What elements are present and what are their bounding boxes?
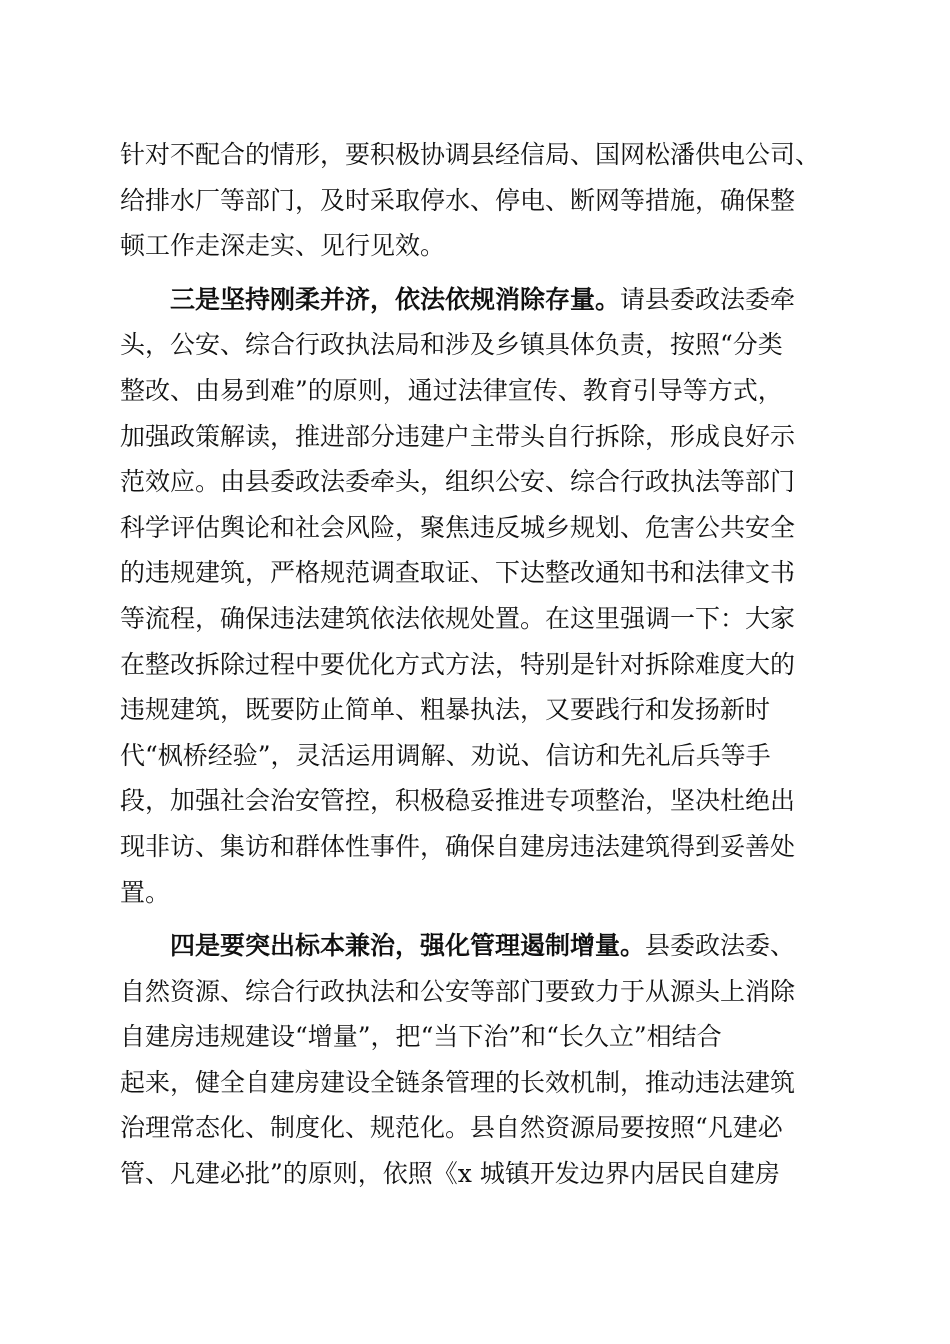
text-line: 现非访、集访和群体性事件，确保自建房违法建筑得到妥善处 (120, 831, 796, 861)
text-line: 范效应。由县委政法委牵头，组织公安、综合行政执法等部门 (120, 467, 796, 497)
text-line: 置。 (120, 877, 171, 907)
text-line: 的违规建筑，严格规范调查取证、下达整改通知书和法律文书 (120, 558, 796, 588)
paragraph-first-line (120, 923, 840, 969)
paragraph-first-line (120, 277, 840, 323)
paragraph-text: 县委政法委、 (645, 931, 796, 961)
text-line: 给排水厂等部门，及时采取停水、停电、断网等措施，确保整 (120, 185, 796, 215)
text-line: 自建房违规建设“增量”，把“当下治”和“长久立”相结合 (120, 1022, 722, 1052)
text-line: 针对不配合的情形，要积极协调县经信局、国网松潘供电公司、 (120, 140, 821, 169)
text-line: 科学评估舆论和社会风险，聚焦违反城乡规划、危害公共安全 (120, 512, 796, 542)
paragraph-3 (120, 923, 840, 1197)
paragraph-2 (120, 277, 840, 915)
text-line: 违规建筑，既要防止简单、粗暴执法，又要践行和发扬新时 (120, 695, 771, 725)
paragraph-heading: 四是要突出标本兼治，强化管理遏制增量。 (170, 931, 646, 961)
text-line: 管、凡建必批”的原则，依照《x 城镇开发边界内居民自建房 (120, 1159, 780, 1189)
text-line: 起来，健全自建房建设全链条管理的长效机制，推动违法建筑 (120, 1067, 796, 1097)
text-line: 整改、由易到难”的原则，通过法律宣传、教育引导等方式， (120, 375, 783, 405)
paragraph-text: 请县委政法委牵 (620, 284, 796, 314)
text-line: 段，加强社会治安管控，积极稳妥推进专项整治，坚决杜绝出 (120, 786, 796, 816)
text-line: 头，公安、综合行政执法局和涉及乡镇具体负责，按照“分类 (120, 330, 783, 360)
document-body (120, 132, 840, 1197)
text-line: 加强政策解读，推进部分违建户主带头自行拆除，形成良好示 (120, 421, 796, 451)
text-line: 顿工作走深走实、见行见效。 (120, 231, 446, 261)
text-line: 治理常态化、制度化、规范化。县自然资源局要按照“凡建必 (120, 1113, 783, 1143)
text-line: 等流程，确保违法建筑依法依规处置。在这里强调一下：大家 (120, 603, 796, 633)
paragraph-heading: 三是坚持刚柔并济，依法依规消除存量。 (170, 284, 621, 314)
text-line: 代“枫桥经验”，灵活运用调解、劝说、信访和先礼后兵等手 (120, 740, 771, 770)
text-line: 在整改拆除过程中要优化方式方法，特别是针对拆除难度大的 (120, 649, 796, 679)
paragraph-1 (120, 132, 840, 269)
text-line: 自然资源、综合行政执法和公安等部门要致力于从源头上消除 (120, 976, 796, 1006)
